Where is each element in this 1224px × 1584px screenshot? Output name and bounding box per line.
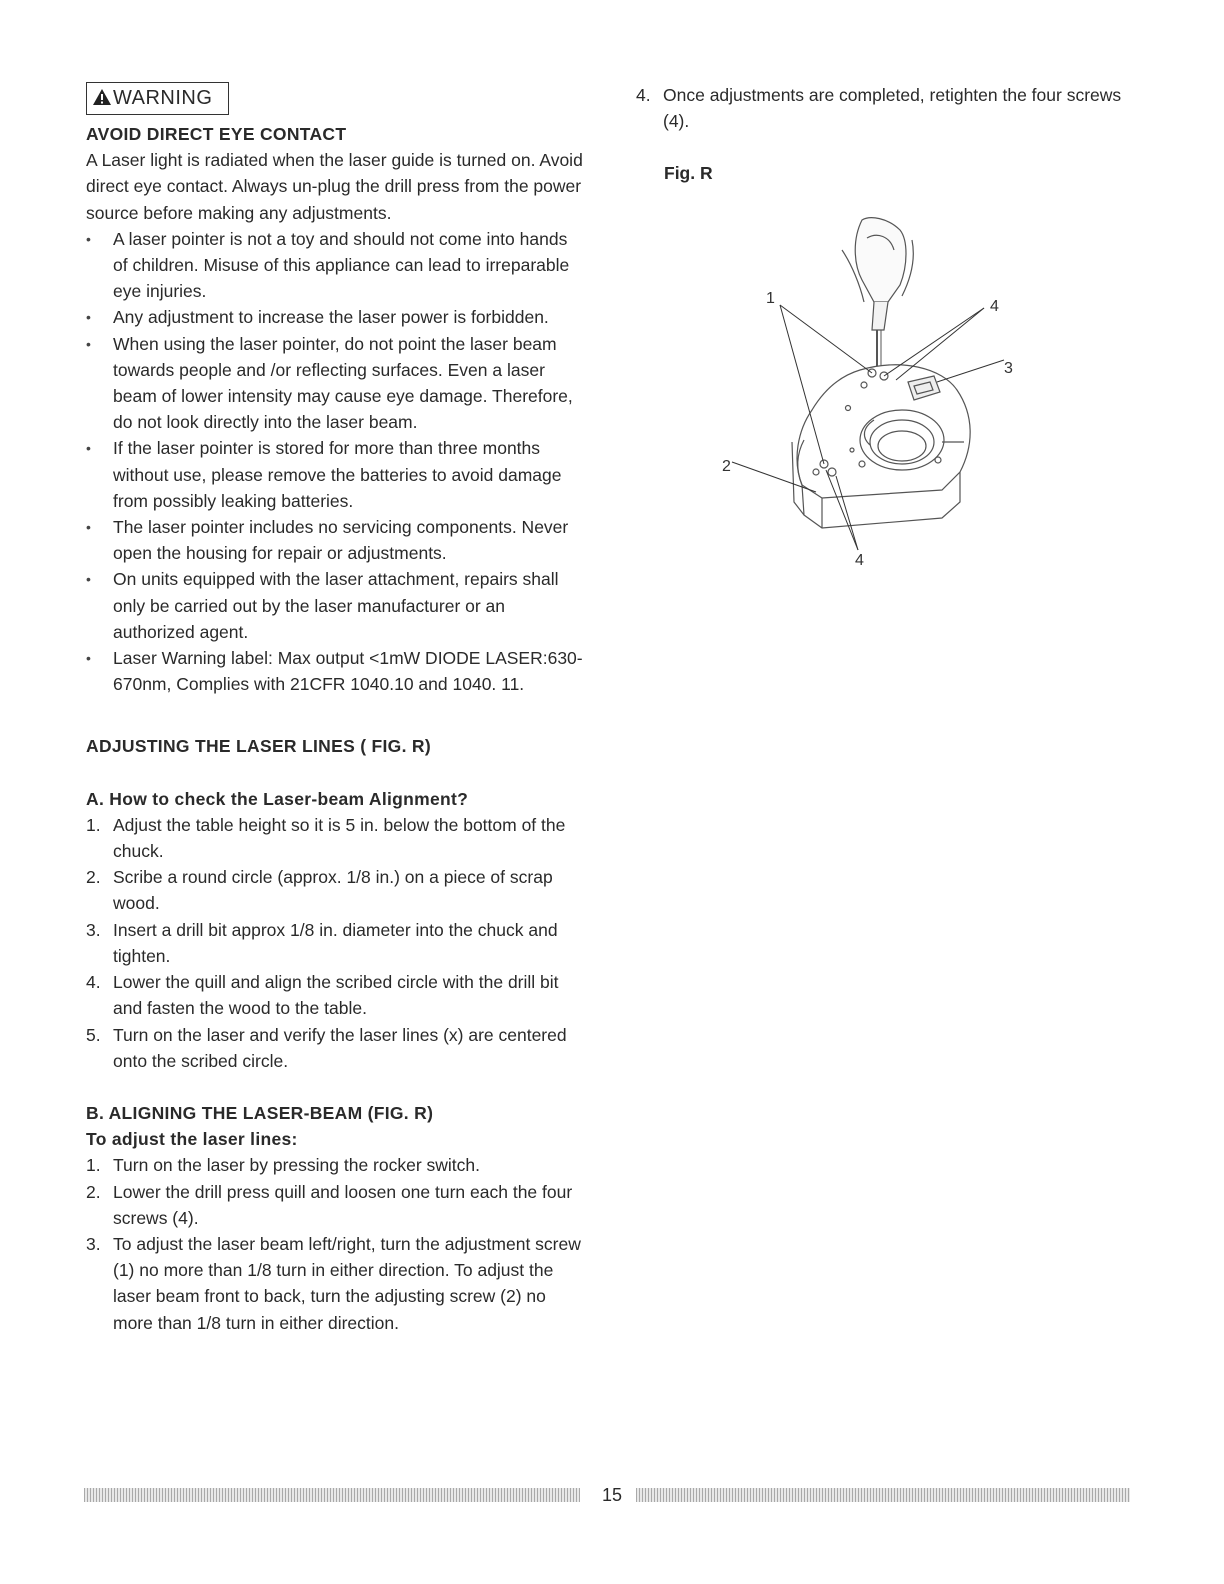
warning-banner (86, 82, 229, 115)
warning-bullet: • Any adjustment to increase the laser power is forbidden. (86, 304, 586, 330)
warning-triangle-icon (92, 86, 112, 114)
footer-bar-left (84, 1488, 580, 1502)
warning-bullet: • The laser pointer includes no servicing components. Never open the housing for repair or adjustments. (86, 514, 586, 566)
adjusting-heading: ADJUSTING THE LASER LINES ( FIG. R) (86, 736, 431, 757)
step-text: Insert a drill bit approx 1/8 in. diameter into the chuck and tighten. (113, 919, 558, 966)
step-text: Scribe a round circle (approx. 1/8 in.) on a piece of scrap wood. (113, 867, 553, 914)
step-number: 1. (86, 1155, 101, 1176)
continued-steps (636, 82, 1136, 134)
laser-housing-illustration (712, 210, 1032, 580)
warning-bullet: • If the laser pointer is stored for more than three months without use, please remove the batteries to avoid damage from possibly leaking batteries. (86, 435, 586, 514)
step-item (86, 1152, 586, 1178)
step-item (86, 812, 586, 864)
warning-bullet: • On units equipped with the laser attachment, repairs shall only be carried out by the laser manufacturer or an authorized agent. (86, 566, 586, 645)
warning-heading: AVOID DIRECT EYE CONTACT (86, 124, 347, 144)
step-number: 5. (86, 1024, 101, 1045)
step-item (86, 1022, 586, 1074)
step-text: Turn on the laser by pressing the rocker switch. (113, 1155, 481, 1176)
step-number: 2. (86, 1181, 101, 1202)
step-number: 4. (636, 85, 651, 105)
section-a-steps (86, 812, 586, 1074)
step-text: Lower the drill press quill and loosen one turn each the four screws (4). (113, 1181, 573, 1228)
figure-label: Fig. R (664, 163, 713, 184)
step-number: 1. (86, 814, 101, 835)
callout-3: 3 (1004, 360, 1013, 377)
warning-bullet: • When using the laser pointer, do not point the laser beam towards people and /or reflecting surfaces. Even a laser beam of lower intensity may cause eye damage. Therefore, do not look directly into the laser beam. (86, 331, 586, 436)
step-text: Adjust the table height so it is 5 in. below the bottom of the chuck. (113, 814, 566, 862)
callout-1: 1 (766, 290, 775, 307)
warning-intro: A Laser light is radiated when the laser guide is turned on. Avoid direct eye contact. Always un-plug the drill press from the power source before making any adjustments. (86, 150, 583, 223)
step-number: 4. (86, 972, 101, 993)
right-column (636, 82, 1136, 187)
callout-2: 2 (722, 458, 731, 475)
warning-label: WARNING (113, 87, 213, 109)
left-column (86, 82, 586, 1336)
warning-bullet: • A laser pointer is not a toy and should not come into hands of children. Misuse of this appliance can lead to irreparable eye injuries. (86, 226, 586, 305)
step-item (86, 1231, 586, 1336)
step-number: 3. (86, 919, 101, 940)
section-b-heading: B. ALIGNING THE LASER-BEAM (FIG. R) (86, 1102, 434, 1123)
step-text: Turn on the laser and verify the laser lines (x) are centered onto the scribed circle. (113, 1024, 567, 1071)
callout-4-top: 4 (990, 298, 999, 315)
page-number: 15 (601, 1485, 623, 1505)
section-b-steps (86, 1152, 586, 1335)
step-number: 3. (86, 1233, 101, 1254)
step-item (86, 864, 586, 916)
warning-bullet: • Laser Warning label: Max output <1mW DIODE LASER:630-670nm, Complies with 21CFR 1040.10 and 1040. 11. (86, 645, 586, 697)
section-a-heading: A. How to check the Laser-beam Alignment? (86, 788, 469, 809)
step-number: 2. (86, 867, 101, 888)
section-b-subheading: To adjust the laser lines: (86, 1129, 298, 1150)
footer-bar-right (636, 1488, 1130, 1502)
step-item (86, 1179, 586, 1231)
step-item (86, 917, 586, 969)
warning-bullet-list (86, 226, 586, 698)
step-item (86, 969, 586, 1021)
laser-housing-figure (712, 210, 1032, 580)
step-text: Lower the quill and align the scribed circle with the drill bit and fasten the wood to the table. (113, 972, 559, 1019)
step-text: To adjust the laser beam left/right, turn the adjustment screw (1) no more than 1/8 turn in either direction. To adjust the laser beam front to back, turn the adjusting screw (2) no more than 1/8 turn in either direction. (113, 1233, 581, 1333)
step-item (636, 82, 1136, 134)
callout-4-bottom: 4 (855, 552, 864, 569)
step-text: Once adjustments are completed, retighten the four screws (4). (663, 85, 1122, 132)
